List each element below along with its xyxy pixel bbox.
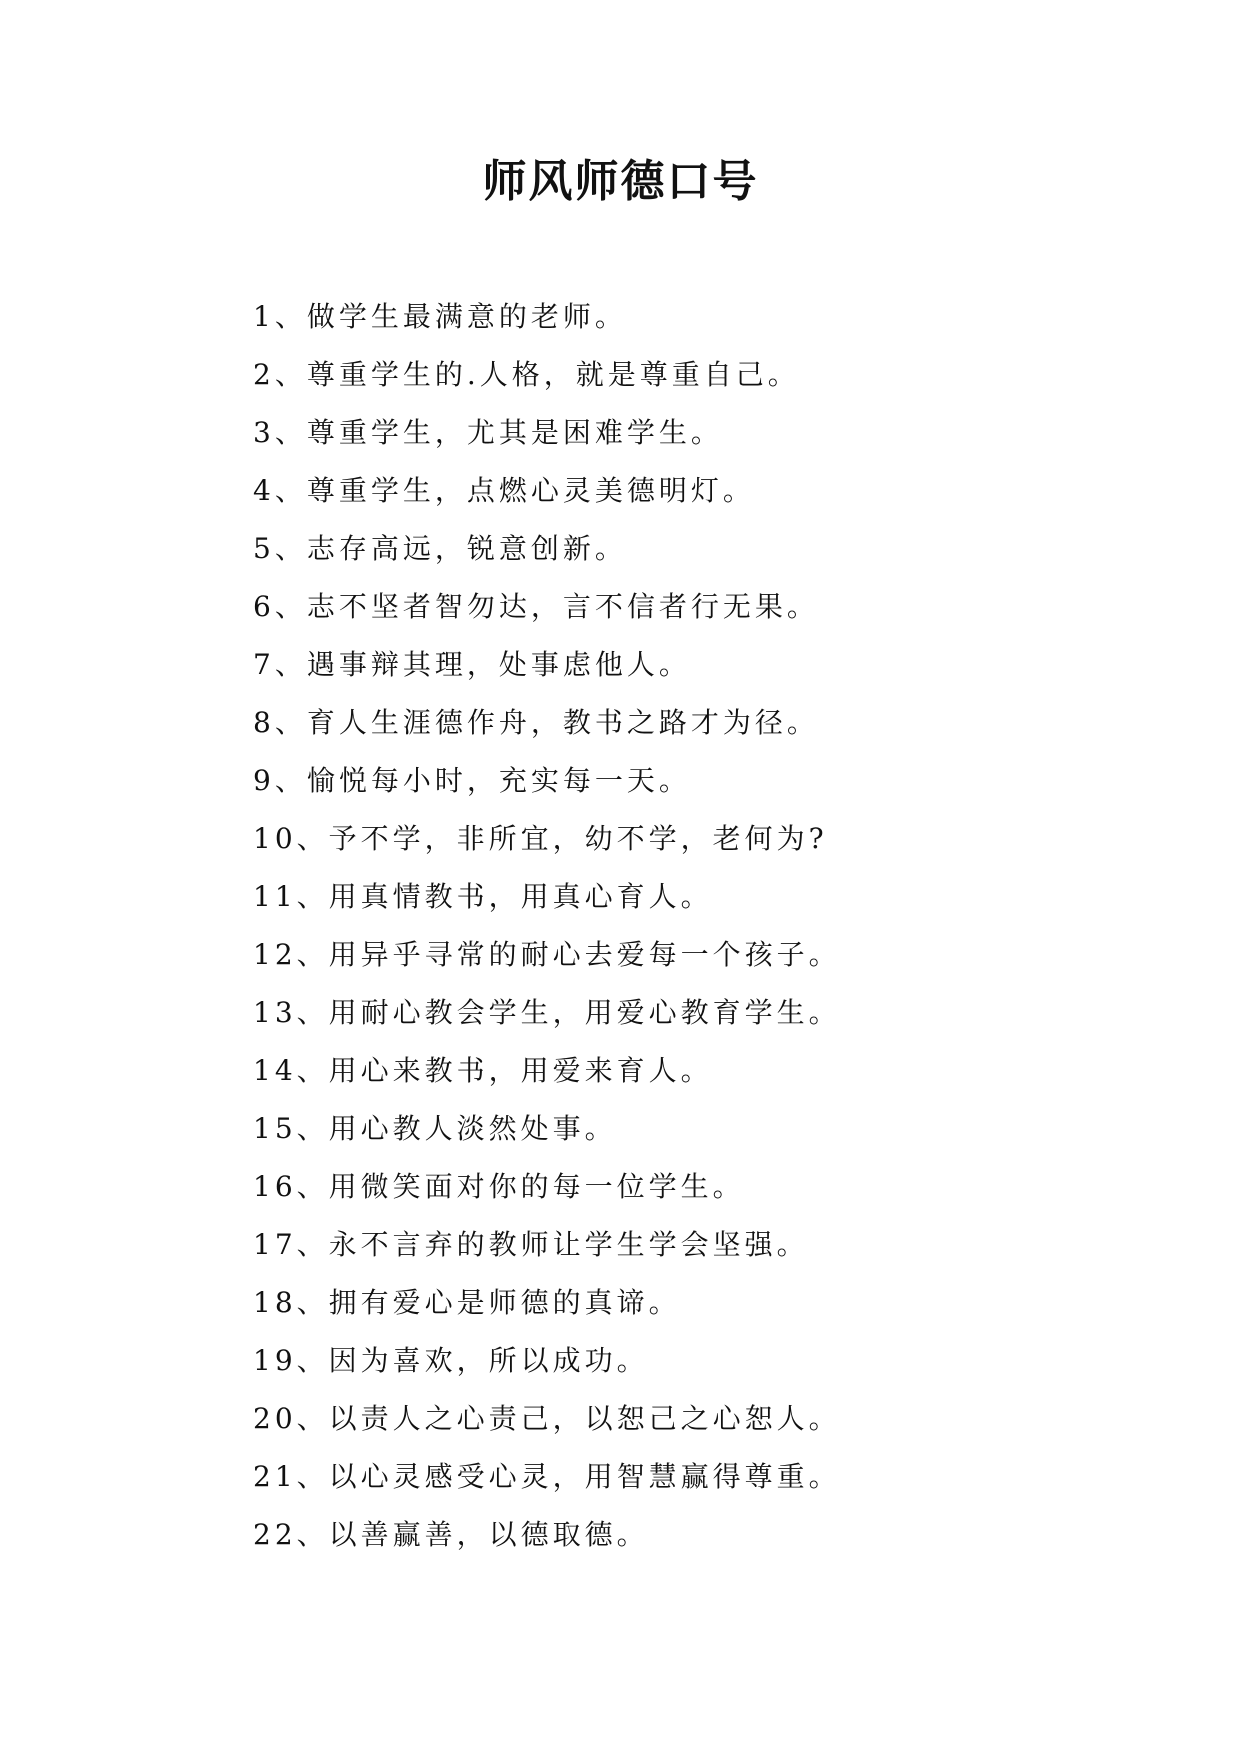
slogan-item: 12、用异乎寻常的耐心去爱每一个孩子。 (253, 938, 841, 971)
slogan-item: 5、志存高远，锐意创新。 (253, 532, 627, 565)
slogan-item: 3、尊重学生，尤其是困难学生。 (253, 416, 723, 449)
slogan-list (253, 288, 1153, 1564)
slogan-item: 1、做学生最满意的老师。 (253, 300, 627, 333)
slogan-item: 16、用微笑面对你的每一位学生。 (253, 1170, 745, 1203)
slogan-item: 6、志不坚者智勿达，言不信者行无果。 (253, 590, 819, 623)
slogan-item: 11、用真情教书，用真心育人。 (253, 880, 713, 913)
slogan-item: 22、以善赢善，以德取德。 (253, 1518, 649, 1551)
slogan-item: 19、因为喜欢，所以成功。 (253, 1344, 649, 1377)
slogan-item: 2、尊重学生的.人格，就是尊重自己。 (253, 358, 800, 391)
slogan-item: 9、愉悦每小时，充实每一天。 (253, 764, 691, 797)
slogan-item: 4、尊重学生，点燃心灵美德明灯。 (253, 474, 755, 507)
slogan-item: 13、用耐心教会学生，用爱心教育学生。 (253, 996, 841, 1029)
slogan-item: 14、用心来教书，用爱来育人。 (253, 1054, 713, 1087)
slogan-item: 8、育人生涯德作舟，教书之路才为径。 (253, 706, 819, 739)
page-title: 师风师德口号 (482, 156, 759, 207)
slogan-item: 17、永不言弃的教师让学生学会坚强。 (253, 1228, 809, 1261)
slogan-item: 15、用心教人淡然处事。 (253, 1112, 617, 1145)
slogan-item: 10、予不学，非所宜，幼不学，老何为? (253, 822, 828, 855)
slogan-item: 18、拥有爱心是师德的真谛。 (253, 1286, 681, 1319)
slogan-item: 7、遇事辩其理，处事虑他人。 (253, 648, 691, 681)
slogan-item: 21、以心灵感受心灵，用智慧赢得尊重。 (253, 1460, 841, 1493)
slogan-item: 20、以责人之心责己，以恕己之心恕人。 (253, 1402, 841, 1435)
